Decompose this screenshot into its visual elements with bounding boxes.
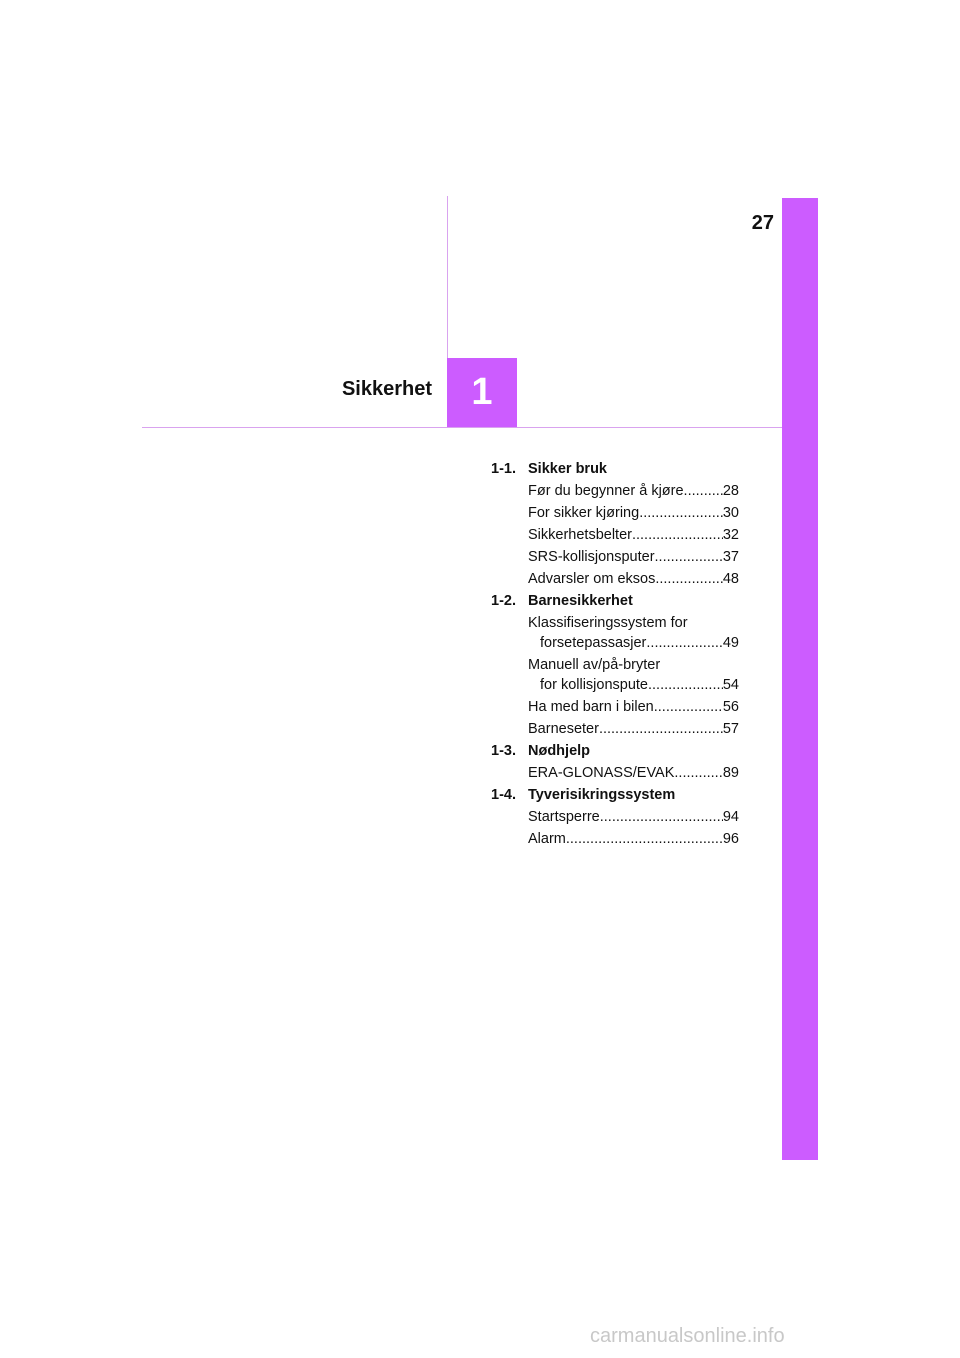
leader-dots	[566, 829, 723, 849]
section-number: 1-1.	[491, 461, 516, 477]
entry-title: Startsperre	[528, 809, 600, 825]
section-number: 1-3.	[491, 743, 516, 759]
entry-page: 32	[722, 527, 739, 543]
toc-entry[interactable]	[528, 547, 739, 567]
toc-entry[interactable]	[528, 613, 739, 653]
entry-page: 48	[722, 571, 739, 587]
page-number: 27	[751, 212, 774, 234]
entry-title: Alarm	[528, 831, 566, 847]
entry-title-line1: Klassifiseringssystem for	[528, 615, 688, 631]
section-heading[interactable]	[491, 785, 739, 807]
entry-page: 28	[722, 483, 739, 499]
section-heading[interactable]	[491, 459, 739, 481]
chapter-number-box: 1	[447, 358, 517, 427]
toc-entry[interactable]	[528, 481, 739, 501]
section-title: Sikker bruk	[528, 461, 607, 477]
horizontal-rule	[142, 427, 782, 428]
entry-title: Ha med barn i bilen	[528, 699, 654, 715]
toc-entry[interactable]	[528, 569, 739, 589]
toc-entry[interactable]	[528, 503, 739, 523]
table-of-contents	[491, 459, 739, 851]
entry-page: 56	[722, 699, 739, 715]
leader-dots	[655, 569, 723, 589]
entry-title: ERA-GLONASS/EVAK	[528, 765, 675, 781]
toc-entry[interactable]	[528, 697, 739, 717]
entry-title-line1: Manuell av/på-bryter	[528, 657, 661, 673]
entry-title: Sikkerhetsbelter	[528, 527, 632, 543]
vertical-rule	[447, 196, 448, 358]
entry-title: Advarsler om eksos	[528, 571, 656, 587]
toc-entry[interactable]	[528, 829, 739, 849]
leader-dots	[674, 763, 722, 783]
entry-page: 54	[722, 677, 739, 693]
leader-dots	[600, 807, 723, 827]
entry-title: Før du begynner å kjøre	[528, 483, 684, 499]
entry-title: For sikker kjøring	[528, 505, 640, 521]
toc-entry[interactable]	[528, 763, 739, 783]
entry-title: SRS-kollisjonsputer	[528, 549, 655, 565]
section-heading[interactable]	[491, 741, 739, 763]
entry-page: 57	[722, 721, 739, 737]
leader-dots	[646, 633, 722, 653]
toc-entry[interactable]	[528, 719, 739, 739]
leader-dots	[632, 525, 723, 545]
entry-page: 30	[722, 505, 739, 521]
entry-page: 89	[722, 765, 739, 781]
entry-page: 37	[722, 549, 739, 565]
toc-entry[interactable]	[528, 655, 739, 695]
entry-page: 94	[722, 809, 739, 825]
entry-title: Barneseter	[528, 721, 599, 737]
leader-dots	[599, 719, 723, 739]
section-heading[interactable]	[491, 591, 739, 613]
leader-dots	[639, 503, 723, 523]
entry-title: for kollisjonspute	[540, 677, 648, 693]
chapter-title: Sikkerhet	[341, 378, 432, 400]
section-number: 1-2.	[491, 593, 516, 609]
entry-page: 49	[722, 635, 739, 651]
entry-title: forsetepassasjer	[540, 635, 647, 651]
chapter-tab-strip	[782, 198, 818, 1160]
leader-dots	[655, 547, 723, 567]
leader-dots	[654, 697, 723, 717]
leader-dots	[684, 481, 723, 501]
section-title: Tyverisikringssystem	[528, 787, 676, 803]
entry-page: 96	[722, 831, 739, 847]
toc-entry[interactable]	[528, 525, 739, 545]
toc-entry[interactable]	[528, 807, 739, 827]
section-title: Barnesikkerhet	[528, 593, 633, 609]
leader-dots	[648, 675, 723, 695]
watermark[interactable]: carmanualsonline.info	[590, 1325, 785, 1347]
section-number: 1-4.	[491, 787, 516, 803]
section-title: Nødhjelp	[528, 743, 591, 759]
